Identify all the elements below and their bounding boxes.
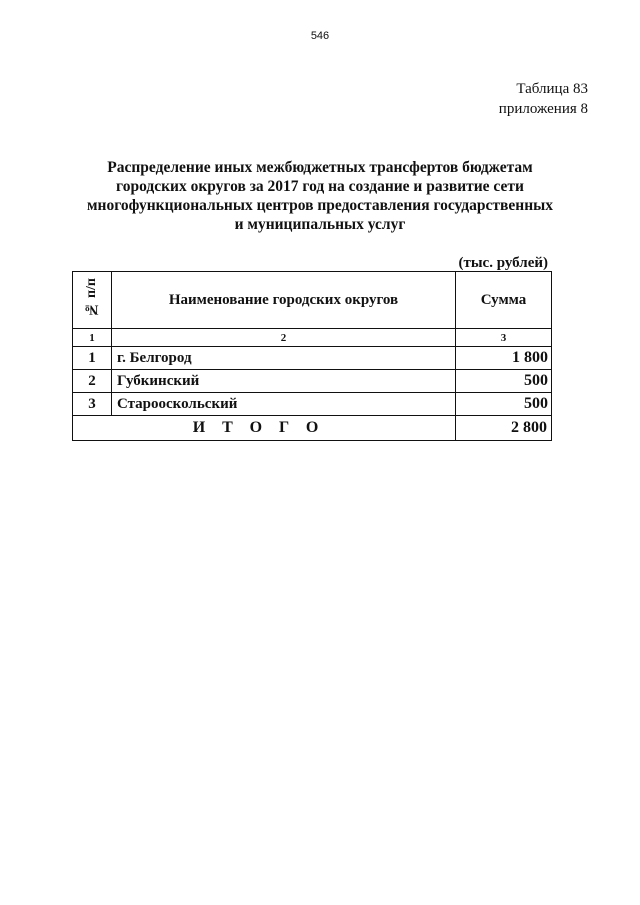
header-name: Наименование городских округов (112, 272, 456, 329)
row-sum: 500 (456, 393, 552, 416)
row-sum: 500 (456, 370, 552, 393)
column-index-row (73, 329, 552, 347)
column-index-1: 1 (73, 329, 112, 347)
title-line-1: Распределение иных межбюджетных трансфертов бюджетам (107, 159, 533, 176)
row-sum: 1 800 (456, 347, 552, 370)
table-reference-appendix: приложения 8 (498, 101, 588, 117)
column-index-3: 3 (456, 329, 552, 347)
title-line-2: городских округов за 2017 год на создание и развитие сети (116, 178, 524, 195)
column-index-2: 2 (112, 329, 456, 347)
row-number: 1 (73, 347, 112, 370)
document-title (70, 158, 570, 234)
total-sum: 2 800 (456, 416, 552, 441)
row-name: Губкинский (112, 370, 456, 393)
table-reference (499, 79, 588, 119)
total-row (73, 416, 552, 441)
row-name: Старооскольский (112, 393, 456, 416)
units-label: (тыс. рублей) (458, 255, 548, 271)
title-line-3: многофункциональных центров предоставления государственных (87, 197, 553, 214)
title-line-4: и муниципальных услуг (234, 216, 406, 233)
table-row (73, 347, 552, 370)
row-name: г. Белгород (112, 347, 456, 370)
table-header-row (73, 272, 552, 329)
transfers-table (72, 271, 552, 441)
header-sum: Сумма (456, 272, 552, 329)
header-number: № п/п (84, 278, 99, 317)
page-number: 546 (310, 30, 330, 42)
header-number-cell (73, 272, 112, 329)
table-row (73, 393, 552, 416)
table-row (73, 370, 552, 393)
table-reference-number: Таблица 83 (516, 81, 588, 97)
row-number: 2 (73, 370, 112, 393)
total-label: ИТОГО (73, 416, 456, 441)
row-number: 3 (73, 393, 112, 416)
